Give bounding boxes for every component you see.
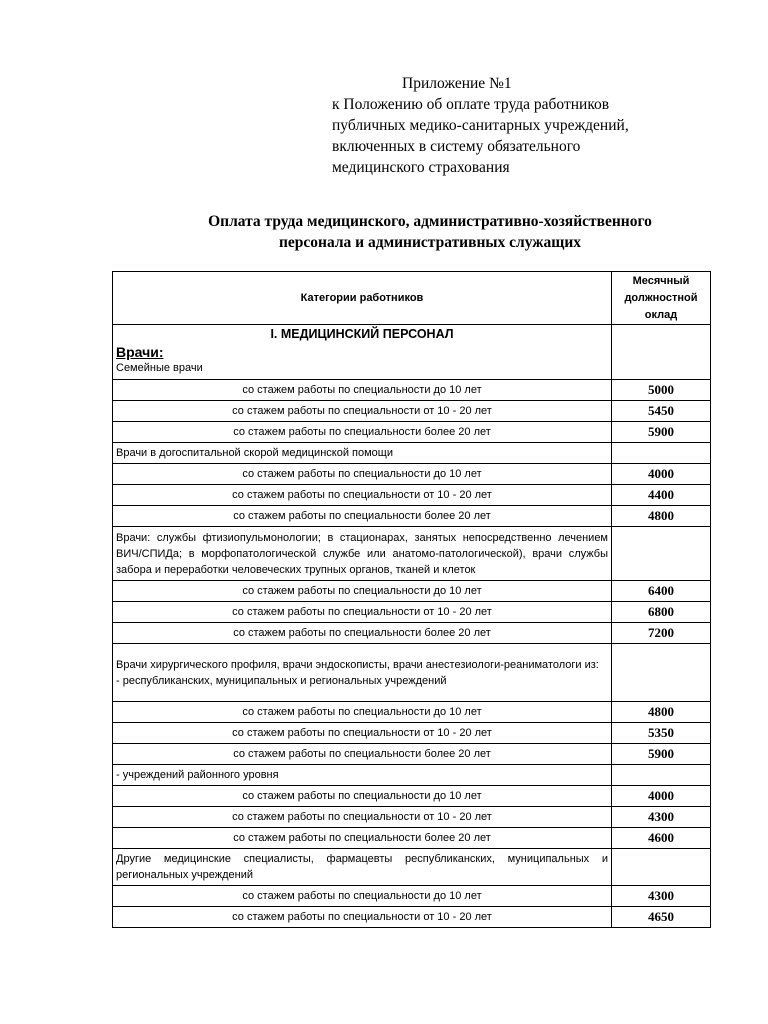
category-label: Врачи в догоспитальной скорой медицинской помощи bbox=[113, 443, 612, 464]
salary-value: 6400 bbox=[612, 581, 711, 602]
category-label bbox=[113, 644, 612, 702]
table-row bbox=[113, 422, 711, 443]
salary-value: 7200 bbox=[612, 623, 711, 644]
category-label: со стажем работы по специальности от 10 - 20 лет bbox=[113, 723, 612, 744]
header-categories: Категории работников bbox=[113, 272, 612, 325]
table-row bbox=[113, 886, 711, 907]
salary-value: 4000 bbox=[612, 786, 711, 807]
category-row bbox=[113, 443, 711, 464]
section-cell bbox=[113, 325, 612, 380]
subgroup-title: Семейные врачи bbox=[116, 362, 203, 374]
document-title-line: персонала и административных служащих bbox=[278, 234, 582, 251]
table-row bbox=[113, 602, 711, 623]
table-row bbox=[113, 464, 711, 485]
section-row bbox=[113, 325, 711, 380]
salary-value: 4800 bbox=[612, 702, 711, 723]
salary-value: 5900 bbox=[612, 744, 711, 765]
salary-value: 5000 bbox=[612, 380, 711, 401]
salary-value: 5350 bbox=[612, 723, 711, 744]
salary-value: 4300 bbox=[612, 886, 711, 907]
salary-value: 5900 bbox=[612, 422, 711, 443]
salary-value bbox=[612, 443, 711, 464]
salary-cell bbox=[612, 325, 711, 380]
category-row bbox=[113, 644, 711, 702]
table-row bbox=[113, 907, 711, 928]
category-label: со стажем работы по специальности до 10 лет bbox=[113, 886, 612, 907]
table-row bbox=[113, 485, 711, 506]
table-row bbox=[113, 506, 711, 527]
category-label: со стажем работы по специальности от 10 - 20 лет bbox=[113, 485, 612, 506]
category-row bbox=[113, 765, 711, 786]
category-label: со стажем работы по специальности более 20 лет bbox=[113, 506, 612, 527]
table-row bbox=[113, 786, 711, 807]
table-row bbox=[113, 380, 711, 401]
category-label: со стажем работы по специальности до 10 лет bbox=[113, 464, 612, 485]
table-row bbox=[113, 807, 711, 828]
salary-value bbox=[612, 527, 711, 581]
table-row bbox=[113, 744, 711, 765]
category-label: со стажем работы по специальности более 20 лет bbox=[113, 744, 612, 765]
header-salary bbox=[612, 272, 711, 325]
appendix-line: публичных медико-санитарных учреждений, bbox=[332, 117, 629, 134]
appendix-line: к Положению об оплате труда работников bbox=[332, 96, 610, 113]
table-header-row bbox=[113, 272, 711, 325]
category-label: со стажем работы по специальности более 20 лет bbox=[113, 422, 612, 443]
salary-value: 4800 bbox=[612, 506, 711, 527]
salary-value: 4000 bbox=[612, 464, 711, 485]
table-row bbox=[113, 401, 711, 422]
category-label: Другие медицинские специалисты, фармацевты республиканских, муниципальных и региональных учреждений bbox=[113, 849, 612, 886]
document-title-line: Оплата труда медицинского, административно-хозяйственного bbox=[208, 213, 652, 230]
group-title: Врачи: bbox=[116, 344, 164, 360]
salary-value bbox=[612, 849, 711, 886]
category-label: со стажем работы по специальности до 10 лет bbox=[113, 786, 612, 807]
appendix-number: Приложение №1 bbox=[402, 75, 512, 92]
salary-value: 5450 bbox=[612, 401, 711, 422]
category-label: - учреждений районного уровня bbox=[113, 765, 612, 786]
table-row bbox=[113, 723, 711, 744]
salary-value: 4400 bbox=[612, 485, 711, 506]
salary-value: 4650 bbox=[612, 907, 711, 928]
section-title: I. МЕДИЦИНСКИЙ ПЕРСОНАЛ bbox=[270, 327, 454, 341]
header-salary-line: Месячный bbox=[632, 274, 690, 287]
salary-table bbox=[112, 271, 711, 928]
category-label: со стажем работы по специальности до 10 лет bbox=[113, 702, 612, 723]
salary-value: 4300 bbox=[612, 807, 711, 828]
category-label: Врачи: службы фтизиопульмонологии; в стационарах, занятых непосредственно лечением ВИЧ/СПИДа; в морфопатологической службе или анатомо-патологической), врачи службы забора и переработки человеческих трупных органов, тканей и клеток bbox=[113, 527, 612, 581]
appendix-line: медицинского страхования bbox=[332, 159, 510, 176]
category-label: со стажем работы по специальности от 10 - 20 лет bbox=[113, 807, 612, 828]
salary-value: 4600 bbox=[612, 828, 711, 849]
table-row bbox=[113, 581, 711, 602]
salary-value bbox=[612, 765, 711, 786]
header-salary-line: должностной bbox=[624, 291, 698, 304]
salary-value bbox=[612, 644, 711, 702]
category-label: со стажем работы по специальности более 20 лет bbox=[113, 828, 612, 849]
category-label: со стажем работы по специальности до 10 лет bbox=[113, 581, 612, 602]
table-row bbox=[113, 828, 711, 849]
category-row bbox=[113, 527, 711, 581]
salary-value: 6800 bbox=[612, 602, 711, 623]
category-label: со стажем работы по специальности от 10 - 20 лет bbox=[113, 602, 612, 623]
appendix-line: включенных в систему обязательного bbox=[332, 138, 581, 155]
table-row bbox=[113, 623, 711, 644]
category-row bbox=[113, 849, 711, 886]
category-label: со стажем работы по специальности до 10 лет bbox=[113, 380, 612, 401]
header-salary-line: оклад bbox=[644, 308, 678, 321]
category-label: со стажем работы по специальности от 10 - 20 лет bbox=[113, 907, 612, 928]
category-label: со стажем работы по специальности более 20 лет bbox=[113, 623, 612, 644]
document-title bbox=[100, 211, 760, 253]
category-label: со стажем работы по специальности от 10 - 20 лет bbox=[113, 401, 612, 422]
table-row bbox=[113, 702, 711, 723]
appendix-block bbox=[332, 73, 629, 178]
category-label-line: Врачи хирургического профиля, врачи эндоскописты, врачи анестезиологи-реаниматологи из: bbox=[116, 658, 599, 671]
category-label-line: - республиканских, муниципальных и региональных учреждений bbox=[116, 674, 447, 687]
